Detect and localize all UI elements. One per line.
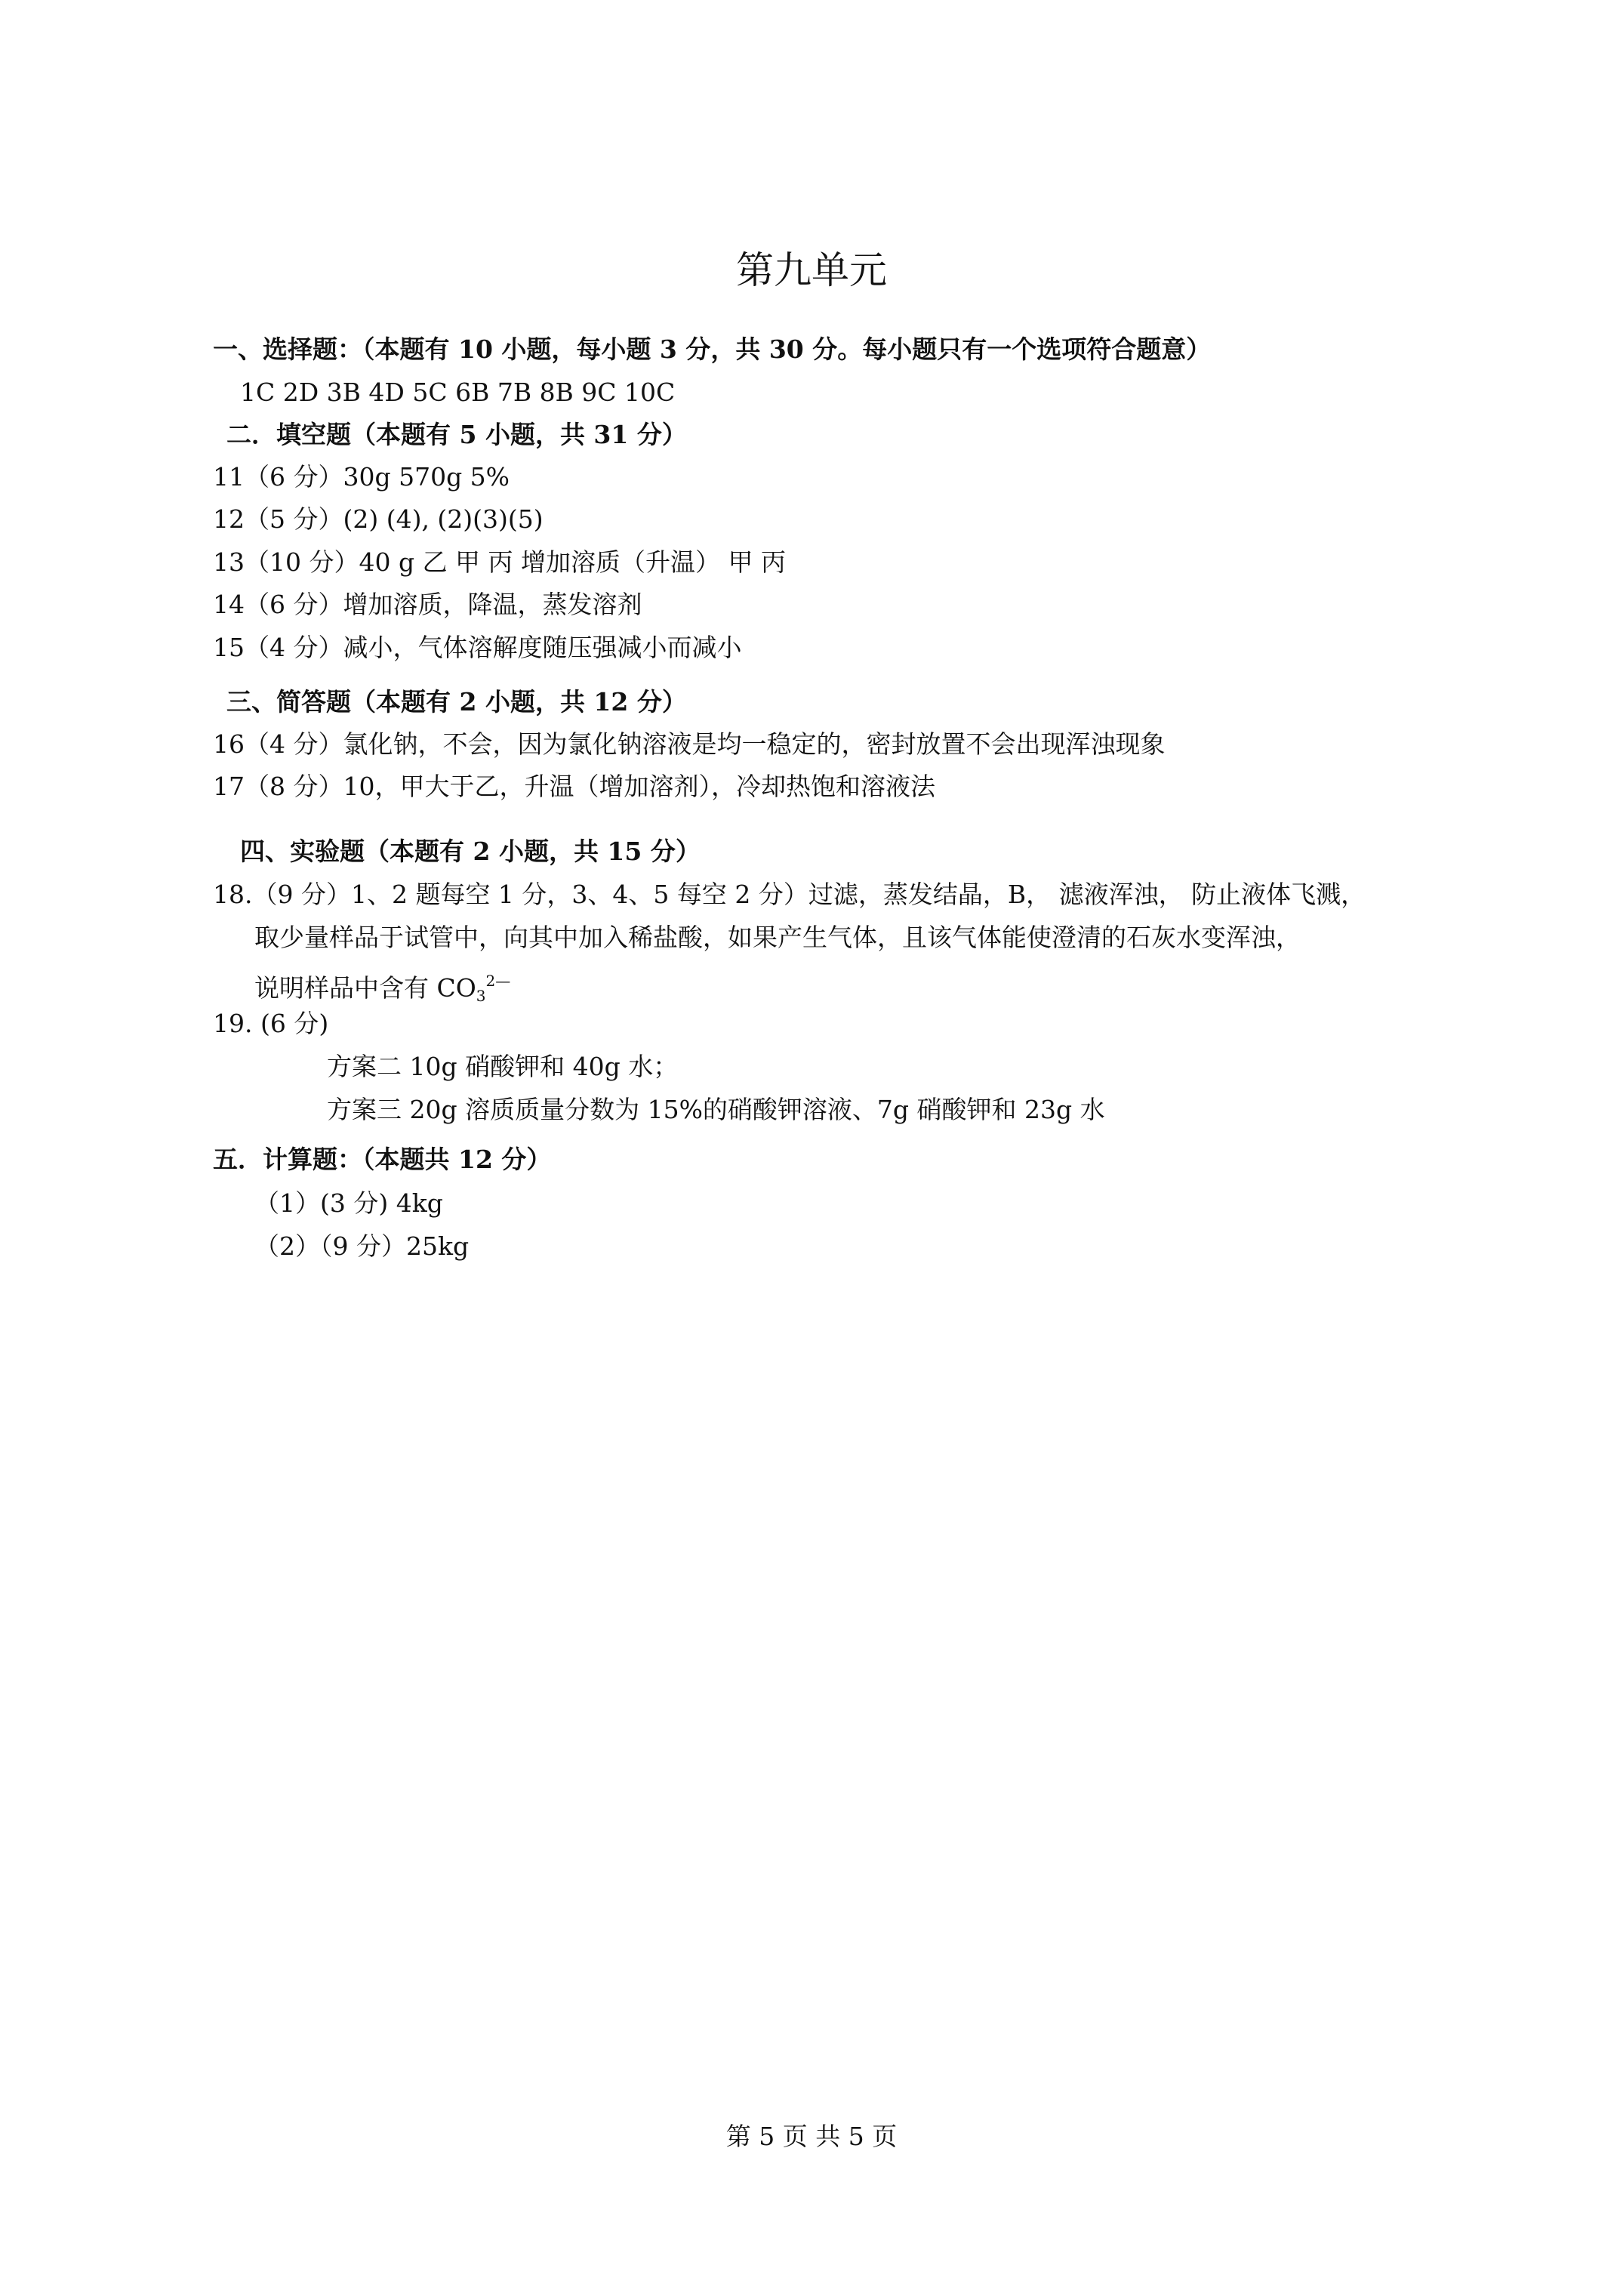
answer-19-label: 19. (6 分) xyxy=(213,1009,329,1038)
section4-heading: 四、实验题（本题有 2 小题，共 15 分） xyxy=(240,837,701,866)
answer-18-line2: 取少量样品于试管中，向其中加入稀盐酸，如果产生气体，且该气体能使澄清的石灰水变浑浊， xyxy=(254,923,1301,952)
section3-heading: 三、简答题（本题有 2 小题，共 12 分） xyxy=(226,687,687,717)
page-title: 第九单元 xyxy=(736,248,887,292)
section5-heading: 五．计算题：（本题共 12 分） xyxy=(213,1145,552,1174)
answer-18-line1: 18.（9 分）1、2 题每空 1 分，3、4、5 每空 2 分）过滤，蒸发结晶，B， 滤液浑浊， 防止液体飞溅， xyxy=(213,880,1366,909)
answer-15: 15（4 分）减小，气体溶解度随压强减小而减小 xyxy=(213,633,742,662)
section2-heading: 二．填空题（本题有 5 小题，共 31 分） xyxy=(226,420,687,449)
answer-16: 16（4 分）氯化钠，不会，因为氯化钠溶液是均一稳定的，密封放置不会出现浑浊现象 xyxy=(213,729,1166,759)
section1-answers: 1C 2D 3B 4D 5C 6B 7B 8B 9C 10C xyxy=(240,378,676,407)
answer-18-line3 xyxy=(254,966,510,1011)
co3-charge: 2— xyxy=(485,972,511,990)
answer-14: 14（6 分）增加溶质，降温，蒸发溶剂 xyxy=(213,590,642,619)
answer-13: 13（10 分）40 g 乙 甲 丙 增加溶质（升温） 甲 丙 xyxy=(213,547,787,577)
answer-calc-2: （2）（9 分）25kg xyxy=(254,1231,470,1261)
answer-calc-1: （1）(3 分) 4kg xyxy=(254,1188,443,1218)
answer-17: 17（8 分）10，甲大于乙，升温（增加溶剂），冷却热饱和溶液法 xyxy=(213,772,935,801)
answer-12: 12（5 分）(2) (4), (2)(3)(5) xyxy=(213,504,544,534)
answer-11: 11（6 分）30g 570g 5% xyxy=(213,462,510,492)
answer-18-line3-text: 说明样品中含有 CO xyxy=(254,973,476,1003)
answer-19-plan2: 方案二 10g 硝酸钾和 40g 水； xyxy=(327,1052,679,1081)
section1-heading: 一、选择题：（本题有 10 小题，每小题 3 分，共 30 分。每小题只有一个选项符合题意） xyxy=(213,334,1212,364)
answer-19-plan3: 方案三 20g 溶质质量分数为 15%的硝酸钾溶液、7g 硝酸钾和 23g 水 xyxy=(327,1095,1105,1124)
co3-subscript: 3 xyxy=(476,987,486,1005)
page-footer: 第 5 页 共 5 页 xyxy=(725,2122,898,2151)
